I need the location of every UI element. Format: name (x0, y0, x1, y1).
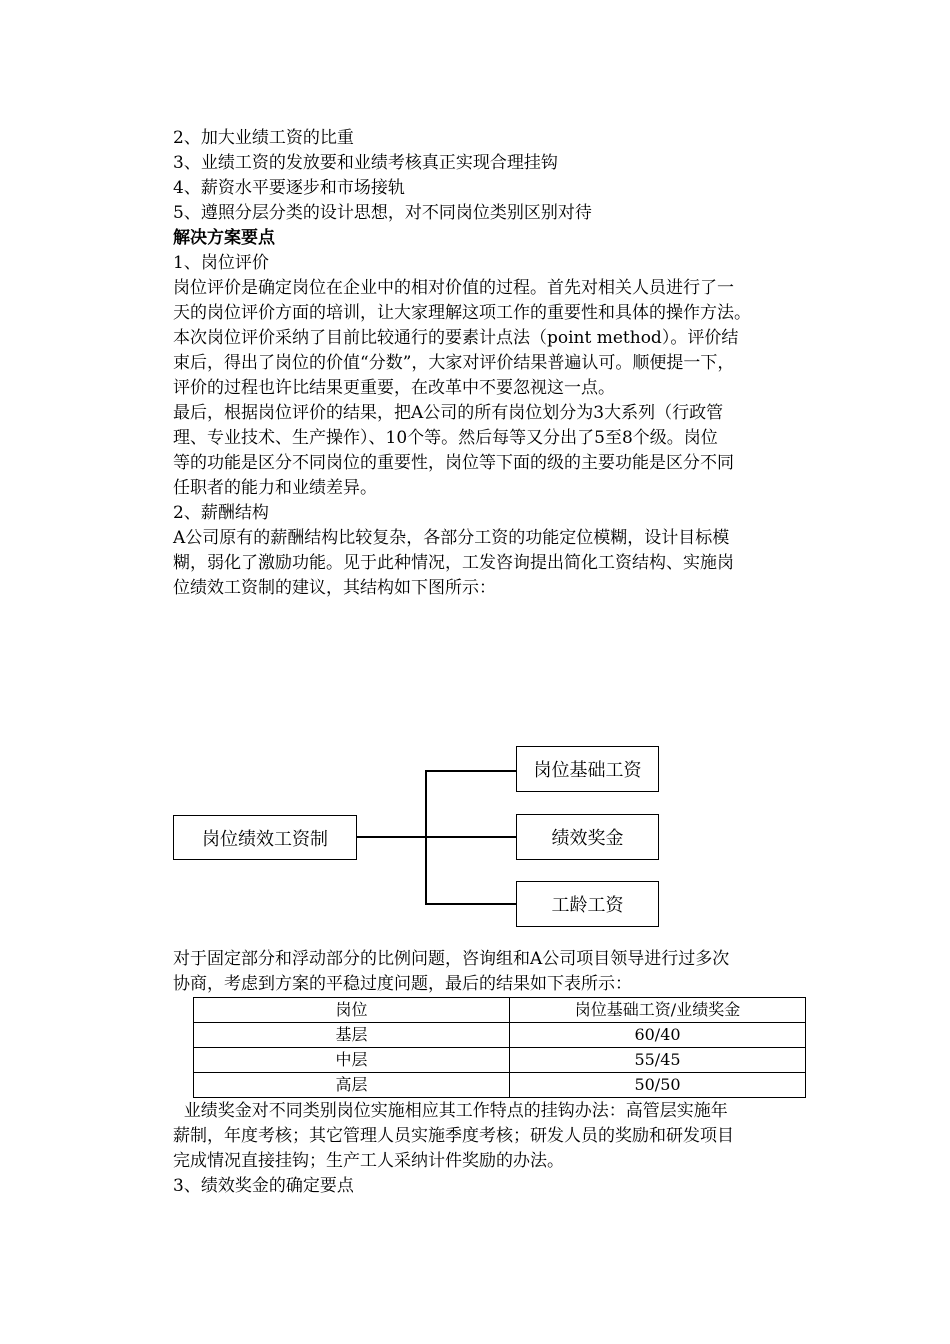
table-cell: 60/40 (510, 1023, 806, 1048)
ratio-table (193, 997, 806, 1098)
list-item: 2、加大业绩工资的比重 (173, 128, 354, 148)
connector-line (425, 770, 516, 772)
table-header-row (194, 998, 806, 1023)
table-cell: 基层 (194, 1023, 510, 1048)
paragraph-line: 理、专业技术、生产操作）、10个等。然后每等又分出了5至8个级。岗位 (173, 428, 718, 448)
table-cell: 高层 (194, 1073, 510, 1098)
paragraph-line: 糊，弱化了激励功能。见于此种情况，工发咨询提出简化工资结构、实施岗 (173, 553, 734, 573)
paragraph-line: 岗位评价是确定岗位在企业中的相对价值的过程。首先对相关人员进行了一 (173, 278, 734, 298)
table-header-cell: 岗位基础工资/业绩奖金 (510, 998, 806, 1023)
paragraph-line: 束后，得出了岗位的价值“分数”，大家对评价结果普遍认可。顺便提一下， (173, 353, 735, 373)
paragraph-line: 天的岗位评价方面的培训，让大家理解这项工作的重要性和具体的操作方法。 (173, 303, 751, 323)
table-row (194, 1048, 806, 1073)
diagram-child-box: 工龄工资 (516, 881, 659, 927)
list-item: 4、薪资水平要逐步和市场接轨 (173, 178, 405, 198)
list-item: 3、业绩工资的发放要和业绩考核真正实现合理挂钩 (173, 153, 558, 173)
connector-line (425, 903, 516, 905)
paragraph-line: 本次岗位评价采纳了目前比较通行的要素计点法（point method）。评价结 (173, 328, 739, 348)
paragraph-line: 评价的过程也许比结果更重要，在改革中不要忽视这一点。 (173, 378, 615, 398)
paragraph-line: 协商，考虑到方案的平稳过度问题，最后的结果如下表所示： (173, 974, 632, 994)
connector-line (357, 836, 425, 838)
table-cell: 中层 (194, 1048, 510, 1073)
list-item: 5、遵照分层分类的设计思想，对不同岗位类别区别对待 (173, 203, 592, 223)
table-cell: 55/45 (510, 1048, 806, 1073)
paragraph-line: 薪制，年度考核；其它管理人员实施季度考核；研发人员的奖励和研发项目 (173, 1126, 734, 1146)
diagram-child-box: 绩效奖金 (516, 814, 659, 860)
table-cell: 50/50 (510, 1073, 806, 1098)
paragraph-line: 对于固定部分和浮动部分的比例问题，咨询组和A公司项目领导进行过多次 (173, 949, 730, 969)
paragraph-line: 位绩效工资制的建议，其结构如下图所示： (173, 578, 496, 598)
table-row (194, 1073, 806, 1098)
paragraph-line: A公司原有的薪酬结构比较复杂，各部分工资的功能定位模糊，设计目标模 (173, 528, 730, 548)
table-row (194, 1023, 806, 1048)
table-header-cell: 岗位 (194, 998, 510, 1023)
subsection-title-job-evaluation: 1、岗位评价 (173, 253, 269, 273)
paragraph-line: 最后，根据岗位评价的结果，把A公司的所有岗位划分为3大系列（行政管 (173, 403, 724, 423)
subsection-title-bonus: 3、绩效奖金的确定要点 (173, 1176, 354, 1196)
paragraph-line: 任职者的能力和业绩差异。 (173, 478, 377, 498)
diagram-child-box: 岗位基础工资 (516, 746, 659, 792)
section-heading: 解决方案要点 (173, 228, 275, 248)
paragraph-line: 完成情况直接挂钩；生产工人采纳计件奖励的办法。 (173, 1151, 564, 1171)
connector-line (425, 836, 516, 838)
diagram-root-box: 岗位绩效工资制 (173, 815, 357, 860)
paragraph-line: 业绩奖金对不同类别岗位实施相应其工作特点的挂钩办法：高管层实施年 (173, 1101, 728, 1121)
paragraph-line: 等的功能是区分不同岗位的重要性，岗位等下面的级的主要功能是区分不同 (173, 453, 734, 473)
subsection-title-pay-structure: 2、薪酬结构 (173, 503, 269, 523)
